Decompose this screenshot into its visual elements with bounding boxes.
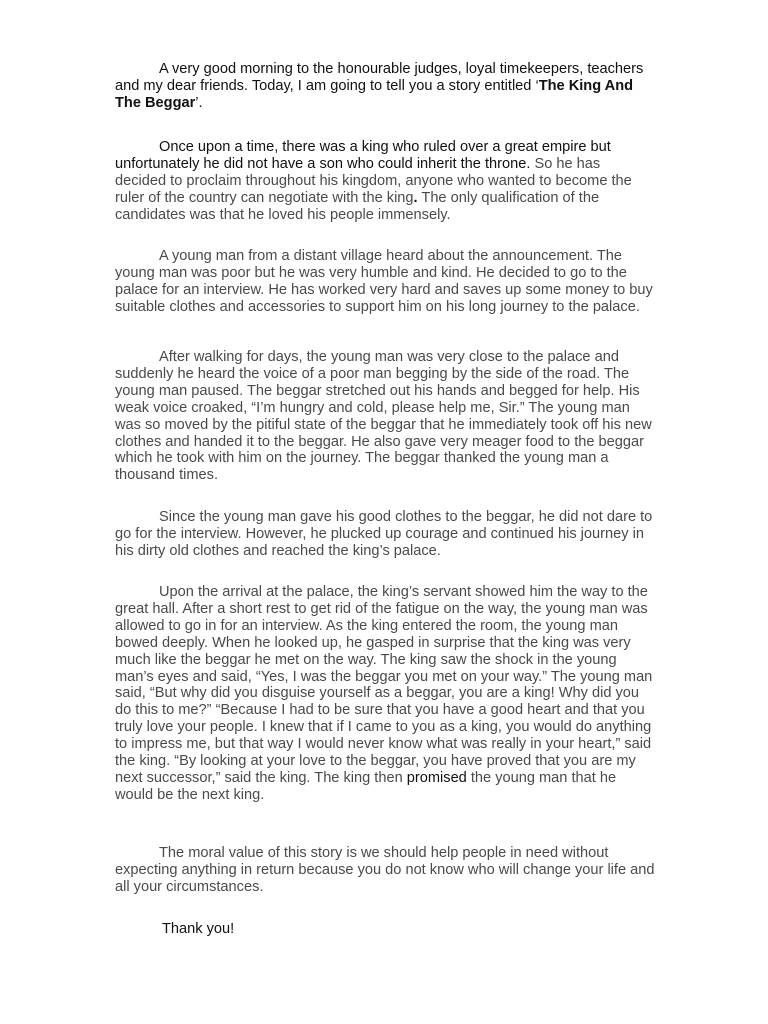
paragraph-beggar: After walking for days, the young man was very close to the palace and suddenly he heard the voice of a poor man begging by the side of the road. The young man paused. The beggar stretched out his hands and begged for help. His weak voice croaked, “I’m hungry and cold, please help me, Sir.” The young man was so moved by the pitiful state of the beggar that he immediately took off his new clothes and handed it to the beggar. He also gave very meager food to the beggar which he took with him on the journey. The beggar thanked the young man a thousand times. <box>115 349 652 484</box>
paragraph-once-upon-light-2: The only qualification of the candidates was that he loved his people immensely. <box>115 189 600 223</box>
intro-paragraph <box>115 61 655 112</box>
paragraph-palace-end: the young man that he would be the next king. <box>115 769 617 803</box>
paragraph-moral: The moral value of this story is we should help people in need without expecting anything in return because you do not know who will change your life and all your circumstances. <box>115 845 655 895</box>
paragraph-clothes: Since the young man gave his good clothes to the beggar, he did not dare to go for the interview. However, he plucked up courage and continued his journey in his dirty old clothes and reached the king’s palace. <box>115 509 653 559</box>
paragraph-once-upon-dark: Once upon a time, there was a king who ruled over a great empire but unfortunately he did not have a son who could inherit the throne. <box>115 139 611 172</box>
paragraph-palace-text: Upon the arrival at the palace, the king’s servant showed him the way to the great hall. After a short rest to get rid of the fatigue on the way, the young man was allowed to go in for an interview. As the king entered the room, the young man bowed deeply. When he looked up, he gasped in surprise that the king was very much like the beggar he met on the way. The king saw the shock in the young man’s eyes and said, “Yes, I was the beggar you met on your way.” The young man said, “But why did you disguise yourself as a beggar, you are a king! Why did you do this to me?” “Because I had to be sure that you have a good heart and that you truly love your people. I knew that if I came to you as a king, you would do anything to impress me, but that way I would never know what was really in your heart,” said the king. “By looking at your love to the beggar, you have proved that you are my next successor,” said the king. The king then <box>115 584 653 786</box>
closing-text: Thank you! <box>162 921 235 937</box>
paragraph-palace <box>115 584 655 804</box>
intro-text: A very good morning to the honourable judges, loyal timekeepers, teachers and my dear friends. Today, I am going to tell you a story entitled ‘ <box>115 61 644 94</box>
story-title: The King And The Beggar <box>115 77 634 111</box>
paragraph-once-upon <box>115 139 655 224</box>
intro-end: ’. <box>195 94 203 111</box>
paragraph-palace-promised: promised <box>406 769 467 786</box>
paragraph-once-upon-period: . <box>413 189 418 206</box>
paragraph-young-man: A young man from a distant village heard about the announcement. The young man was poor but he was very humble and kind. He decided to go to the palace for an interview. He has worked very hard and saves up some money to buy suitable clothes and accessories to support him on his long journey to the palace. <box>115 248 653 315</box>
paragraph-once-upon-light: So he has decided to proclaim throughout his kingdom, anyone who wanted to become the ruler of the country can negotiate with the king <box>115 155 632 206</box>
